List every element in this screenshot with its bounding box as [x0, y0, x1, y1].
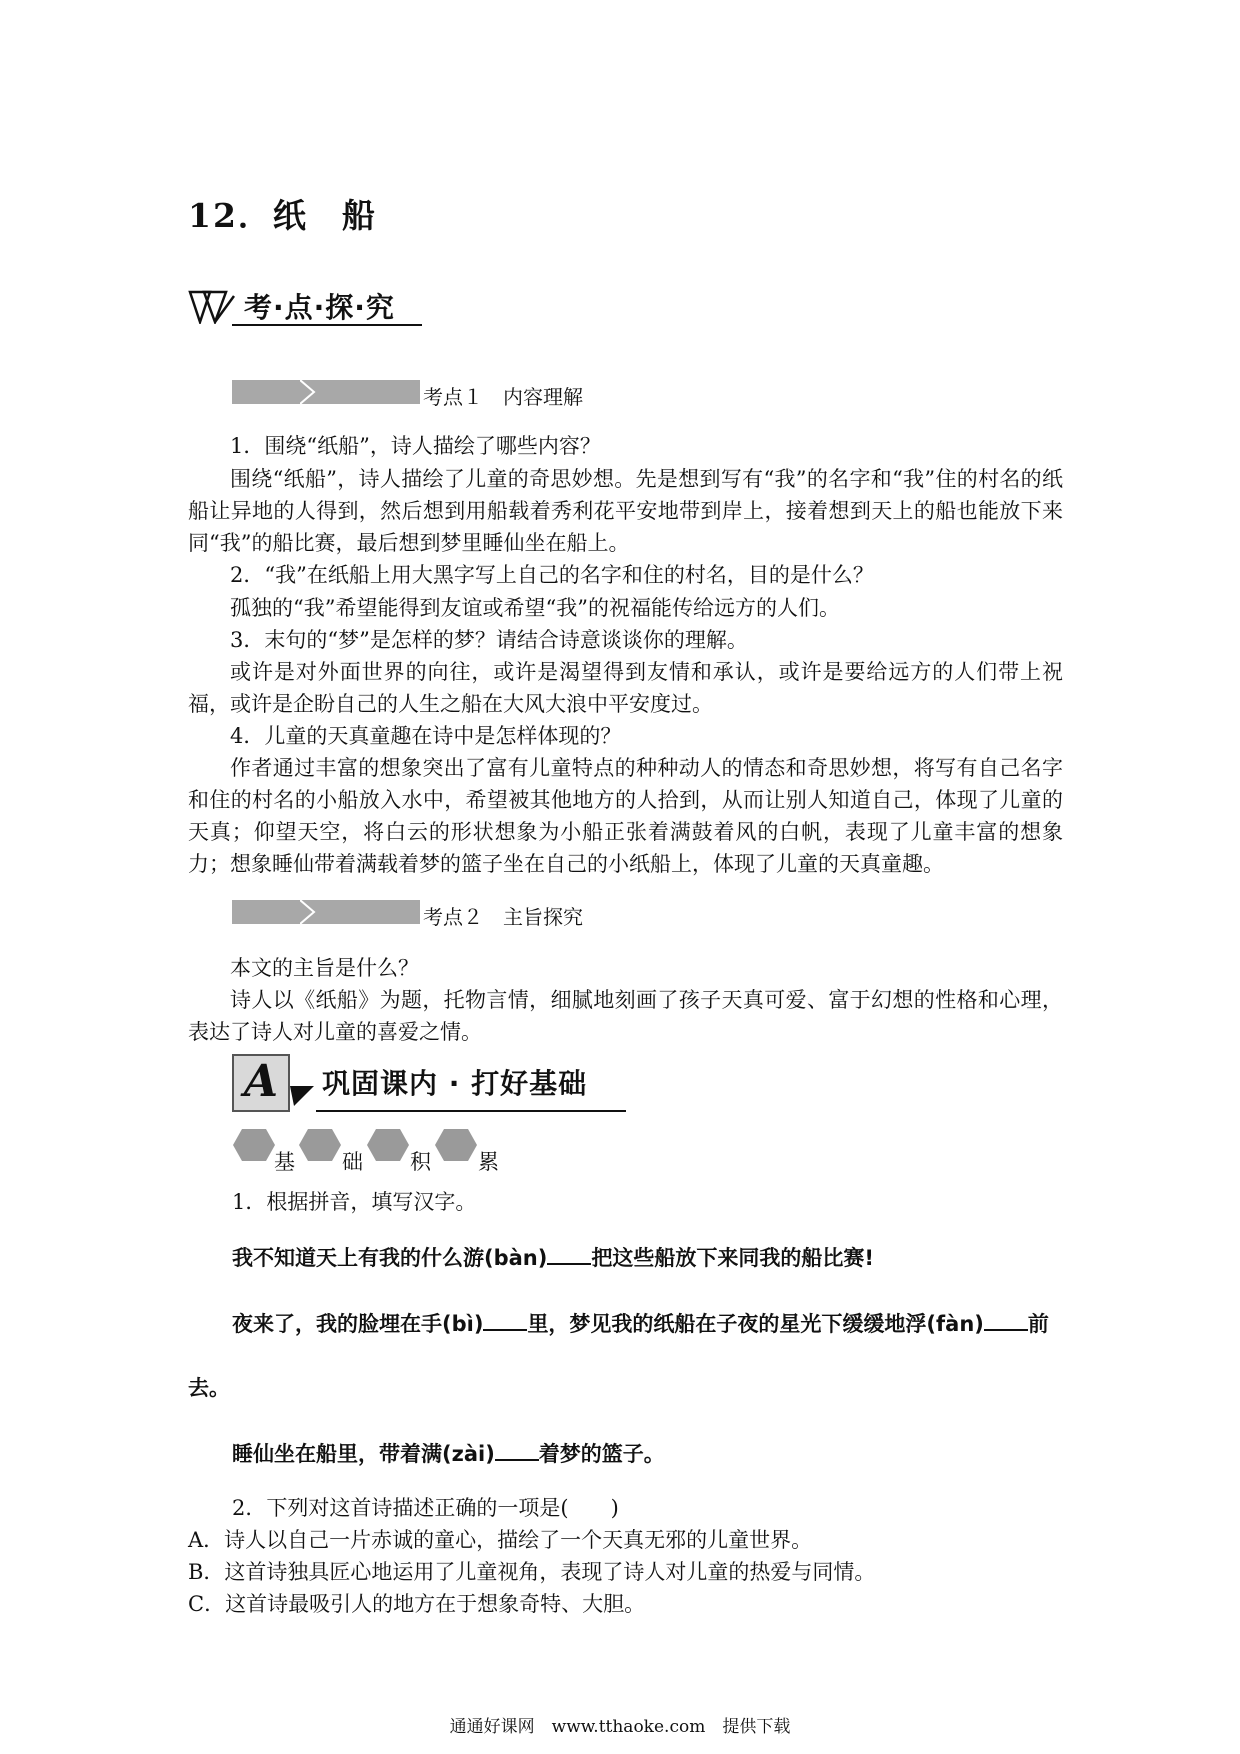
- fill-line-3: [232, 1438, 665, 1468]
- title-word: 船: [341, 196, 377, 235]
- exercise-2-prompt-close: ): [610, 1496, 619, 1520]
- fill-line-1: [232, 1242, 874, 1272]
- kaodian1-bar: [232, 380, 420, 404]
- kaodian1-label: 考点１ 内容理解: [423, 385, 583, 409]
- section-header: [188, 286, 428, 330]
- jichu-char: 础: [342, 1150, 363, 1174]
- section-banner: [232, 1054, 626, 1114]
- page-footer: 通通好课网 www.tthaoke.com 提供下载: [449, 1717, 791, 1737]
- banner-underline: [316, 1110, 626, 1112]
- hexagon-icon: [434, 1128, 478, 1162]
- question-4: 4．儿童的天真童趣在诗中是怎样体现的？: [230, 724, 622, 748]
- hexagon-icon: [366, 1128, 410, 1162]
- question-2: 2．“我”在纸船上用大黑字写上自己的名字和住的村名，目的是什么？: [230, 563, 874, 587]
- theme-question: 本文的主旨是什么？: [230, 956, 419, 980]
- answer-blank[interactable]: [547, 1245, 591, 1265]
- answer-1: 围绕“纸船”，诗人描绘了儿童的奇思妙想。先是想到写有“我”的名字和“我”住的村名的纸船让异地的人得到，然后想到用船载着秀利花平安地带到岸上，接着想到天上的船也能放下来同“我”的船比赛，最后想到梦里睡仙坐在船上。: [188, 467, 1063, 555]
- jichu-char: 积: [410, 1150, 431, 1174]
- jichu-char: 累: [478, 1150, 499, 1174]
- question-1: 1．围绕“纸船”，诗人描绘了哪些内容？: [230, 434, 601, 458]
- page-title: [188, 190, 377, 237]
- fill-line-2-tail: 去。: [188, 1376, 230, 1400]
- kaodian2-label: 考点２ 主旨探究: [423, 905, 583, 929]
- answer-2: 孤独的“我”希望能得到友谊或希望“我”的祝福能传给远方的人们。: [230, 596, 840, 620]
- hexagon-icon: [232, 1128, 276, 1162]
- answer-4: 作者通过丰富的想象突出了富有儿童特点的种种动人的情态和奇思妙想，将写有自己名字和住的村名的小船放入水中，希望被其他地方的人拾到，从而让别人知道自己，体现了儿童的天真；仰望天空，将白云的形状想象为小船正张着满鼓着风的白帆，表现了儿童丰富的想象力；想象睡仙带着满载着梦的篮子坐在自己的小纸船上，体现了儿童的天真童趣。: [188, 756, 1063, 876]
- answer-blank[interactable]: [483, 1311, 527, 1331]
- banner-letter: A: [232, 1054, 290, 1112]
- banner-text: 巩固课内 · 打好基础: [322, 1067, 588, 1100]
- theme-answer: 诗人以《纸船》为题，托物言情，细腻地刻画了孩子天真可爱、富于幻想的性格和心理，表达了诗人对儿童的喜爱之情。: [188, 988, 1063, 1044]
- jichu-char: 基: [274, 1150, 295, 1174]
- fill-text: 睡仙坐在船里，带着满(zài): [232, 1442, 495, 1466]
- chevron-right-icon: [300, 380, 324, 404]
- option-b: B．这首诗独具匠心地运用了儿童视角，表现了诗人对儿童的热爱与同情。: [188, 1560, 876, 1584]
- exercise-2-prompt: [232, 1492, 619, 1522]
- exercise-1-prompt: 1．根据拼音，填写汉字。: [232, 1190, 477, 1214]
- section-header-underline: [232, 324, 422, 326]
- fill-text: 把这些船放下来同我的船比赛!: [591, 1246, 874, 1270]
- section-triangle-icon: [188, 290, 240, 324]
- option-c: C．这首诗最吸引人的地方在于想象奇特、大胆。: [188, 1592, 646, 1616]
- exercise-2-prompt-text: 2．下列对这首诗描述正确的一项是(: [232, 1496, 569, 1520]
- fill-text: 里，梦见我的纸船在子夜的星光下缓缓地浮(fàn): [527, 1312, 984, 1336]
- fill-text: 前: [1027, 1312, 1049, 1336]
- question-3: 3．末句的“梦”是怎样的梦？请结合诗意谈谈你的理解。: [230, 628, 748, 652]
- hexagon-icon: [298, 1128, 342, 1162]
- kaodian2-bar: [232, 900, 420, 924]
- fill-text: 我不知道天上有我的什么游(bàn): [232, 1246, 548, 1270]
- answer-blank[interactable]: [984, 1311, 1028, 1331]
- title-number: 12．纸: [188, 196, 308, 235]
- section-header-label: 考·点·探·究: [244, 291, 395, 324]
- triangle-down-icon: [290, 1082, 316, 1108]
- jichu-jilei-label: [232, 1128, 532, 1172]
- chevron-right-icon: [300, 900, 324, 924]
- option-a: A．诗人以自己一片赤诚的童心，描绘了一个天真无邪的儿童世界。: [188, 1528, 813, 1552]
- fill-line-2: [232, 1308, 1049, 1338]
- answer-3: 或许是对外面世界的向往，或许是渴望得到友情和承认，或许是要给远方的人们带上祝福，或许是企盼自己的人生之船在大风大浪中平安度过。: [188, 660, 1063, 716]
- fill-text: 着梦的篮子。: [538, 1442, 665, 1466]
- fill-text: 夜来了，我的脸埋在手(bì): [232, 1312, 484, 1336]
- answer-blank[interactable]: [495, 1441, 539, 1461]
